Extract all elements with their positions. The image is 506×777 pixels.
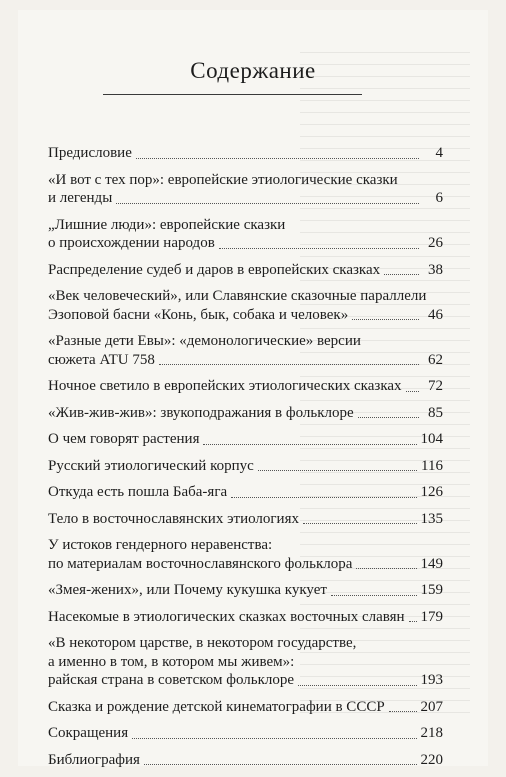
toc-entry-title-line: «И вот с тех пор»: европейские этиологические сказки — [48, 171, 398, 188]
page-number: 179 — [420, 608, 443, 625]
toc-entry — [48, 216, 443, 253]
page-title: Содержание — [190, 58, 316, 83]
dot-leader — [219, 248, 419, 249]
page-number: 72 — [428, 378, 443, 394]
toc-entry-title-line: Распределение судеб и даров в европейских сказках — [48, 261, 381, 278]
dot-leader — [384, 274, 419, 275]
dot-leader — [352, 319, 419, 320]
dot-leader — [331, 595, 417, 596]
page-number: 193 — [420, 672, 443, 688]
toc-entry-title-line: «Век человеческий», или Славянские сказочные параллели — [48, 288, 427, 304]
toc-entry — [48, 457, 443, 476]
toc-entry — [48, 634, 443, 690]
toc-entry — [48, 144, 443, 163]
page-number: 218 — [420, 725, 443, 741]
toc-entry-title-line: Библиография — [48, 751, 140, 768]
dot-leader — [136, 158, 419, 159]
page-number: 4 — [435, 145, 443, 161]
toc-entry-title-line: «В некотором царстве, в некотором государстве, — [48, 635, 357, 651]
toc-entry — [48, 536, 443, 573]
title-rule — [103, 94, 362, 95]
toc-entry — [48, 332, 443, 369]
toc-entry — [48, 377, 443, 396]
page-number: 6 — [435, 190, 443, 206]
toc-entry-title-line: «Жив-жив-жив»: звукоподражания в фольклоре — [48, 404, 354, 421]
toc-entry-title-line: «Змея-жених», или Почему кукушка кукует — [48, 582, 327, 598]
toc-entry-title-line: райская страна в советском фольклоре — [48, 672, 294, 688]
page-number: 207 — [420, 698, 443, 715]
dot-leader — [358, 417, 419, 418]
toc-entry-title-line: Сказка и рождение детской кинематографии в СССР — [48, 698, 385, 715]
toc-entry-title-line: и легенды — [48, 190, 113, 206]
toc-entry-title-line: „Лишние люди»: европейские сказки — [48, 216, 286, 233]
toc-entry — [48, 751, 443, 770]
dot-leader — [298, 685, 417, 686]
toc-entry — [48, 430, 443, 449]
toc-entry-title-line: Тело в восточнославянских этиологиях — [48, 510, 299, 527]
page-number: 220 — [420, 751, 443, 768]
dot-leader — [144, 764, 417, 765]
dot-leader — [116, 203, 419, 204]
toc-entry-title-line: о происхождении народов — [48, 235, 215, 251]
dot-leader — [132, 738, 416, 739]
table-of-contents — [48, 144, 443, 777]
toc-entry — [48, 171, 443, 208]
toc-entry — [48, 581, 443, 600]
dot-leader — [159, 364, 419, 365]
dot-leader — [303, 523, 417, 524]
toc-entry-title-line: У истоков гендерного неравенства: — [48, 537, 273, 553]
page-number: 38 — [428, 261, 443, 278]
toc-entry-title-line: Русский этиологический корпус — [48, 457, 254, 474]
toc-entry — [48, 724, 443, 743]
dot-leader — [406, 391, 419, 392]
toc-entry-title-line: «Разные дети Евы»: «демонологические» версии — [48, 333, 361, 349]
toc-entry — [48, 483, 443, 502]
dot-leader — [231, 497, 416, 498]
toc-entry-title-line: О чем говорят растения — [48, 431, 200, 447]
toc-entry-title-line: по материалам восточнославянского фольклора — [48, 555, 353, 572]
toc-entry-title-line: Эзоповой басни «Конь, бык, собака и человек» — [48, 306, 349, 323]
dot-leader — [389, 711, 417, 712]
page-number: 116 — [421, 457, 443, 474]
dot-leader — [258, 470, 417, 471]
dot-leader — [203, 444, 416, 445]
page-number: 135 — [420, 510, 443, 527]
toc-entry-title-line: Сокращения — [48, 725, 129, 741]
page-number: 104 — [420, 431, 443, 447]
toc-entry-title-line: Ночное светило в европейских этиологических сказках — [48, 378, 402, 394]
toc-entry — [48, 608, 443, 627]
toc-entry-title-line: Откуда есть пошла Баба-яга — [48, 484, 228, 500]
page-number: 26 — [428, 235, 443, 251]
page-number: 149 — [420, 555, 443, 572]
page-number: 126 — [420, 484, 443, 500]
page-number: 46 — [428, 306, 443, 323]
dot-leader — [409, 621, 417, 622]
toc-entry — [48, 698, 443, 717]
toc-entry — [48, 287, 443, 324]
toc-entry-title-line: Насекомые в этиологических сказках восточных славян — [48, 608, 405, 625]
toc-entry-title-line: Предисловие — [48, 145, 132, 161]
page-number: 159 — [420, 582, 443, 598]
toc-entry-title-line: а именно в том, в котором мы живем»: — [48, 653, 295, 670]
toc-entry-title-line: сюжета ATU 758 — [48, 351, 155, 368]
dot-leader — [356, 568, 416, 569]
toc-entry — [48, 261, 443, 280]
toc-entry — [48, 510, 443, 529]
toc-entry — [48, 404, 443, 423]
page-number: 85 — [428, 404, 443, 421]
page-number: 62 — [428, 351, 443, 368]
